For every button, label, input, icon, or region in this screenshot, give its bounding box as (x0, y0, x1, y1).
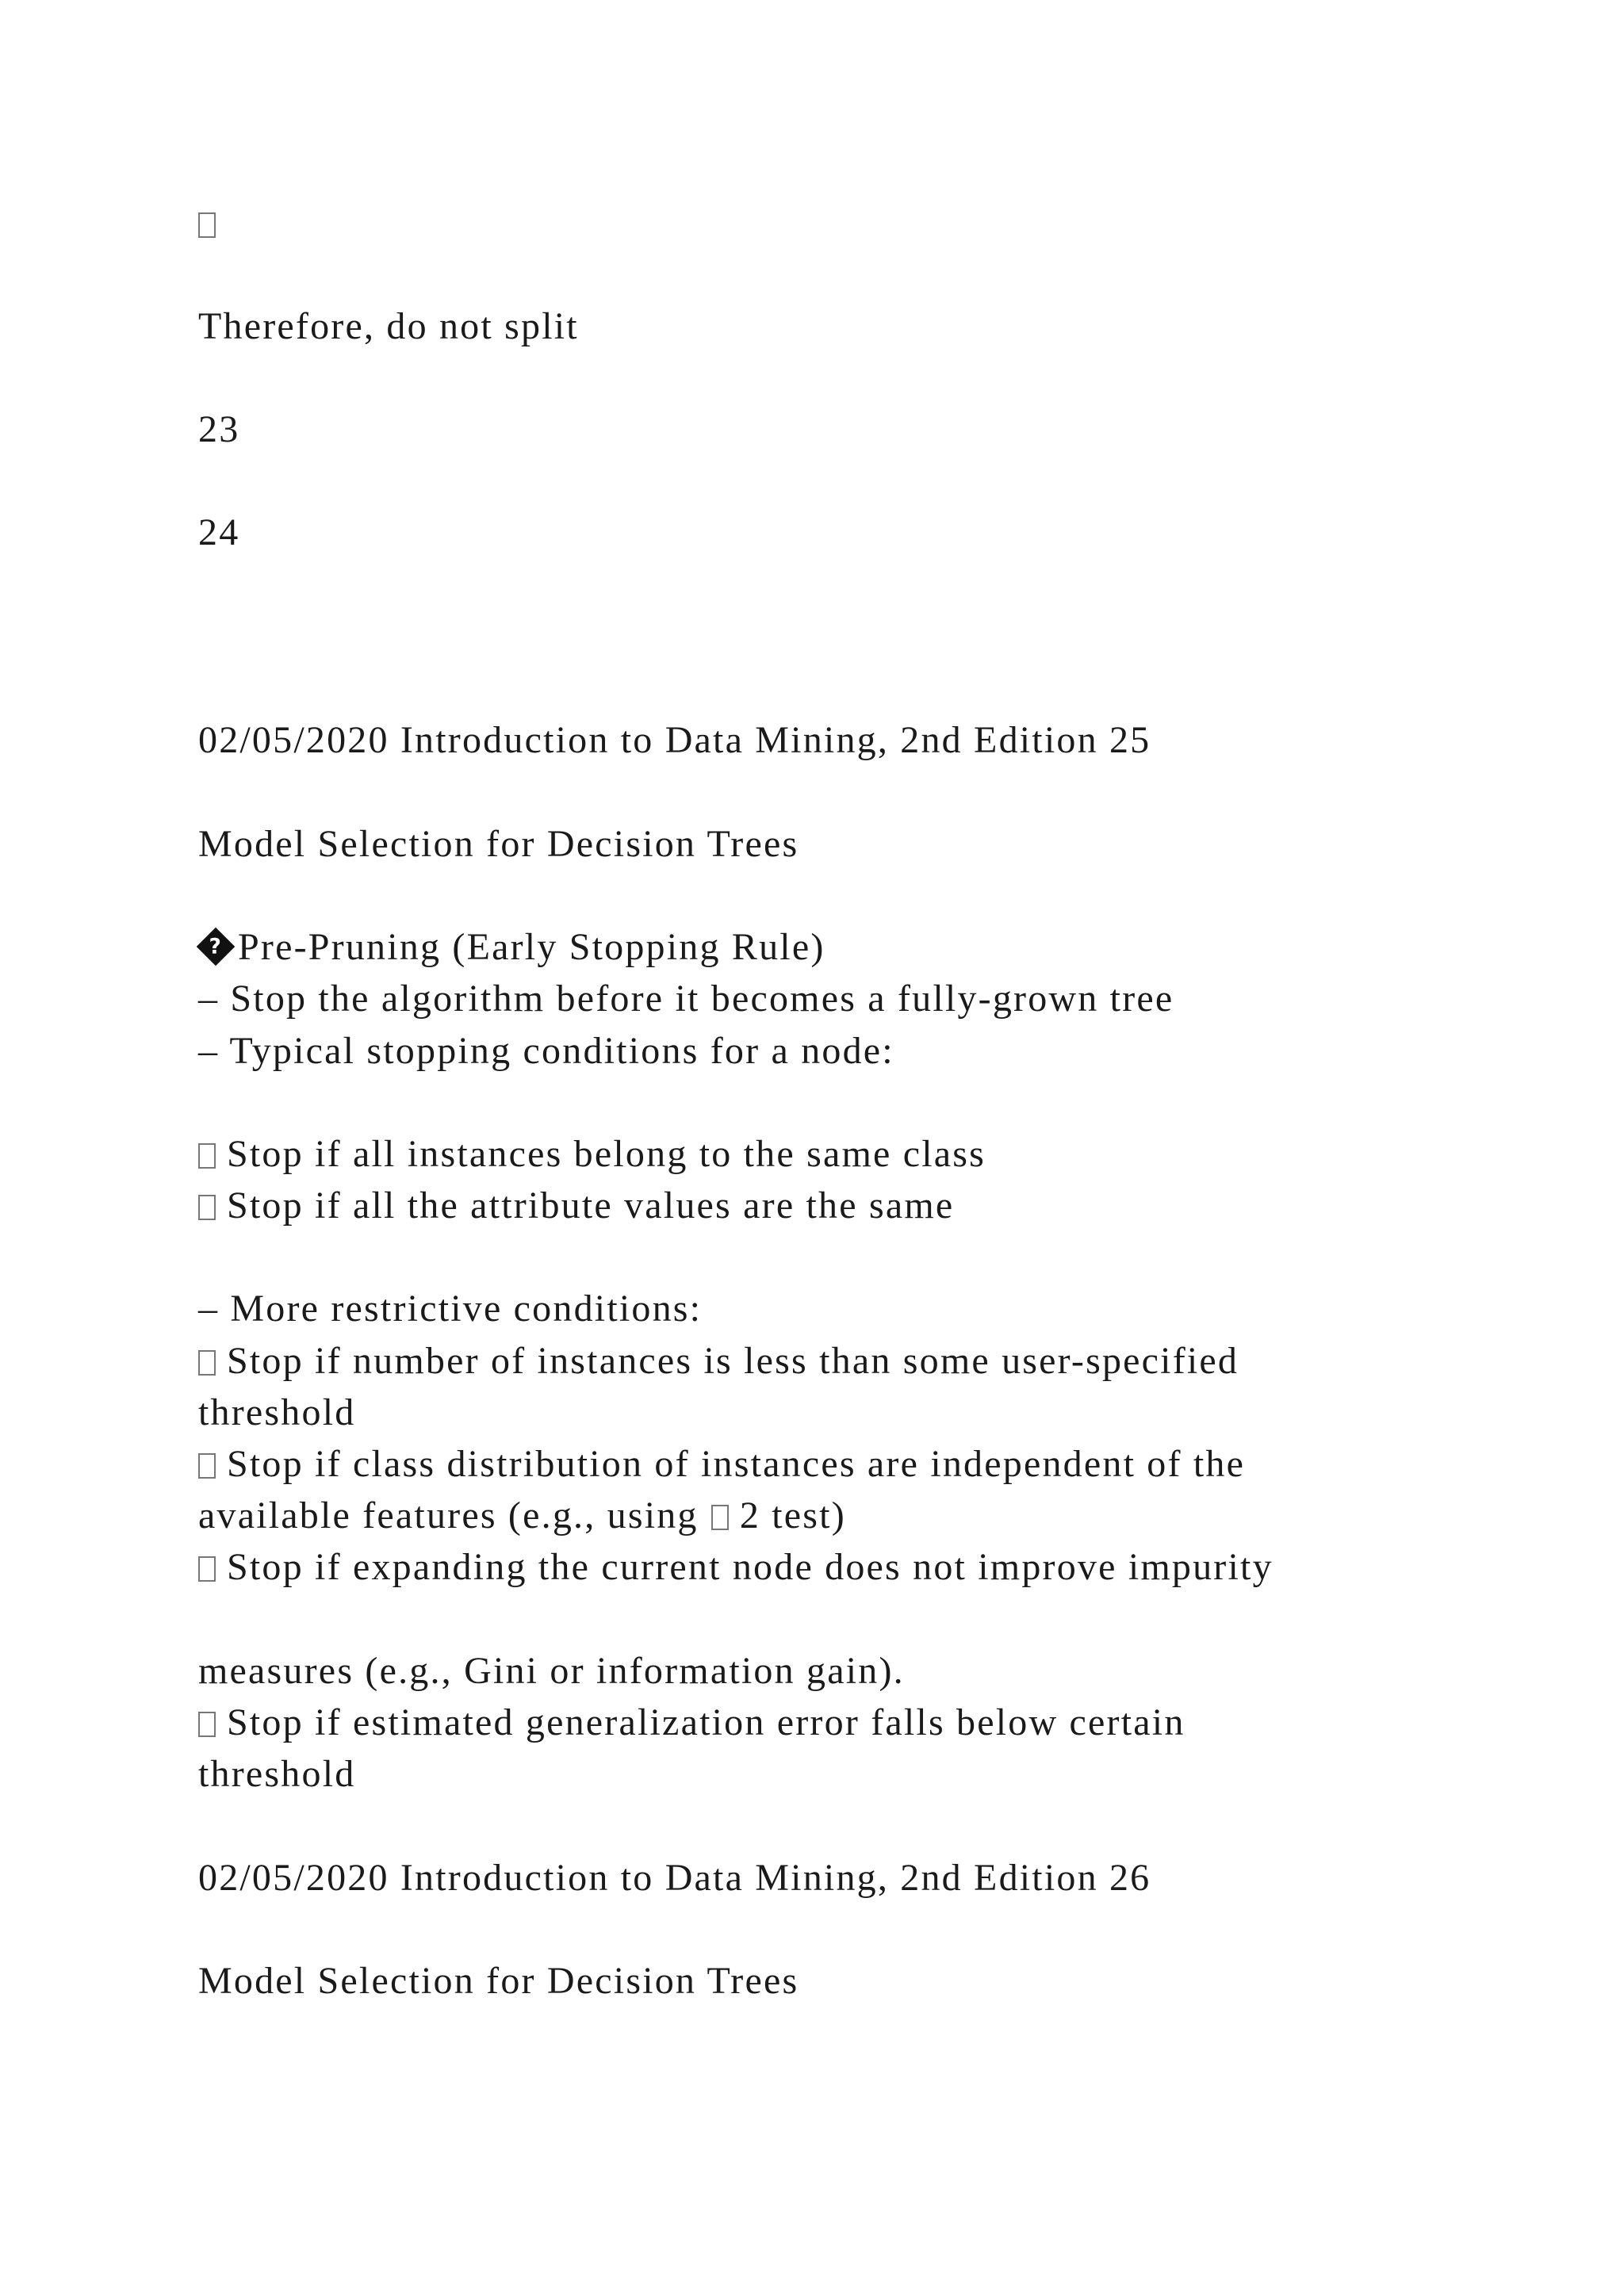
slide-footer: 02/05/2020 Introduction to Data Mining, 2nd Edition 26 (198, 1857, 1151, 1899)
sub-bullet: – Stop the algorithm before it becomes a fully-grown tree (198, 978, 1174, 1020)
list-item (198, 1182, 954, 1230)
bullet-heading-text: Pre-Pruning (Early Stopping Rule) (238, 926, 825, 968)
list-item (198, 1441, 1245, 1488)
missing-glyph-icon (198, 1143, 216, 1169)
slide-footer: 02/05/2020 Introduction to Data Mining, 2nd Edition 25 (198, 719, 1151, 761)
list-item-text: Stop if all instances belong to the same class (227, 1133, 986, 1175)
missing-glyph-line (198, 200, 216, 247)
list-item-text: available features (e.g., using (198, 1494, 699, 1536)
list-item-continuation: threshold (198, 1753, 356, 1795)
list-item (198, 1544, 1274, 1591)
list-item-text: Stop if expanding the current node does not improve impurity (227, 1546, 1274, 1588)
missing-glyph-icon (711, 1505, 729, 1530)
list-item-text: 2 test) (739, 1494, 846, 1536)
list-item-text: Stop if estimated generalization error falls below certain (227, 1701, 1185, 1743)
sub-bullet: – More restrictive conditions: (198, 1288, 703, 1330)
missing-glyph-icon (198, 212, 216, 238)
list-item-text: Stop if all the attribute values are the same (227, 1184, 955, 1226)
missing-glyph-icon (198, 1556, 216, 1582)
slide-number: 23 (198, 408, 240, 450)
text-line: Therefore, do not split (198, 305, 579, 347)
list-item-text: Stop if number of instances is less than some user-specified (227, 1340, 1239, 1382)
missing-glyph-icon (198, 1195, 216, 1220)
slide-title: Model Selection for Decision Trees (198, 1960, 799, 2002)
missing-glyph-icon (198, 1712, 216, 1737)
list-item-continuation (198, 1492, 846, 1540)
sub-bullet: – Typical stopping conditions for a node: (198, 1030, 894, 1072)
list-item (198, 1699, 1185, 1747)
replacement-character-icon (197, 928, 236, 966)
slide-title: Model Selection for Decision Trees (198, 823, 799, 865)
list-item (198, 1337, 1239, 1385)
list-item-text: Stop if class distribution of instances are independent of the (227, 1443, 1246, 1485)
missing-glyph-icon (198, 1350, 216, 1376)
missing-glyph-icon (198, 1453, 216, 1479)
bullet-heading (198, 924, 825, 971)
slide-number: 24 (198, 511, 240, 553)
list-item-continuation: measures (e.g., Gini or information gain). (198, 1650, 905, 1692)
list-item-continuation: threshold (198, 1391, 356, 1433)
list-item (198, 1131, 986, 1178)
